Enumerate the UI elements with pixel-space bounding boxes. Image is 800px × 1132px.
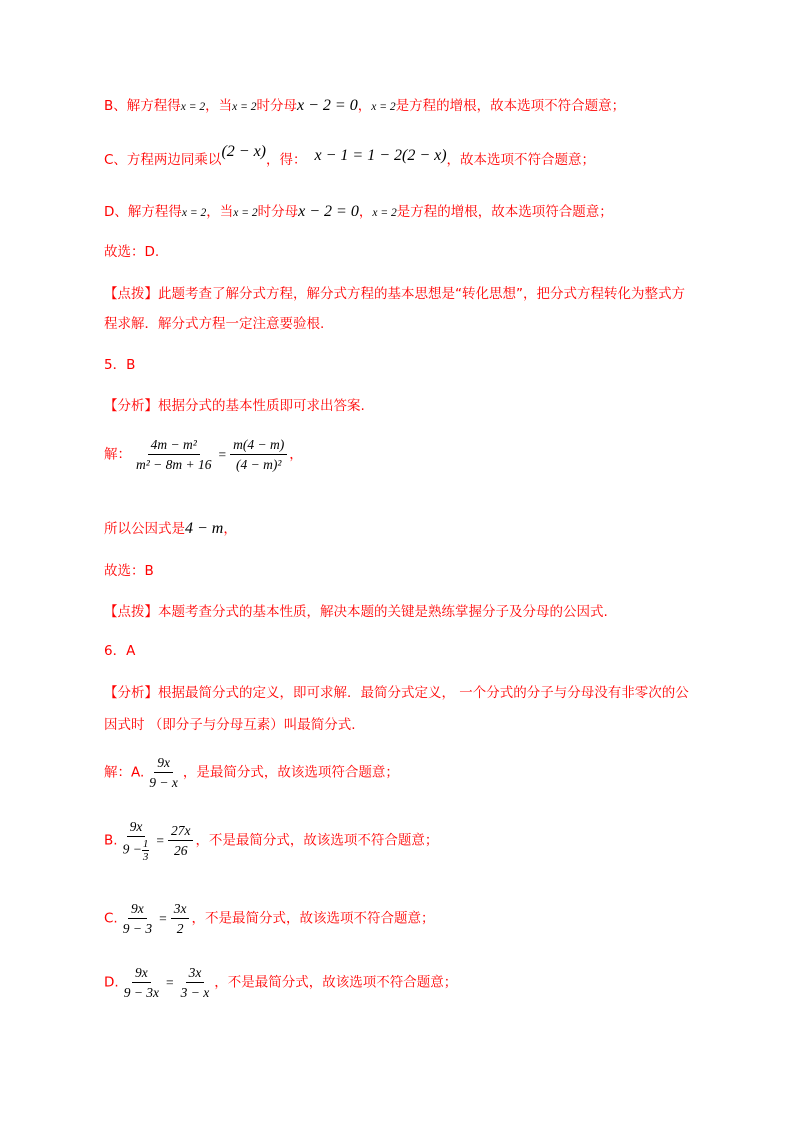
fraction bbox=[146, 754, 181, 791]
text-segment: ， bbox=[358, 204, 373, 220]
solution-b-label: B. bbox=[104, 832, 118, 849]
math-expr: x − 1 = 1 − 2(2 − x) bbox=[314, 147, 447, 164]
fraction-denominator: (4 − m)² bbox=[235, 457, 282, 472]
fraction-left bbox=[120, 900, 155, 937]
math-expr: x = 2 bbox=[233, 207, 258, 219]
fraction-denominator: 9 − x bbox=[149, 775, 178, 790]
text-segment: ，当 bbox=[205, 98, 233, 114]
text-segment: ，故本选项不符合题意； bbox=[446, 152, 596, 168]
fraction-numerator: 9x bbox=[132, 964, 151, 983]
math-expr: x = 2 bbox=[232, 101, 257, 113]
math-expr: x = 2 bbox=[372, 207, 397, 219]
option-d-line bbox=[104, 202, 613, 223]
option-c-label: C、方程两边同乘以 bbox=[104, 152, 222, 168]
small-numerator: 1 bbox=[142, 838, 149, 850]
text-segment: ， bbox=[357, 98, 372, 114]
solution-a-line bbox=[104, 754, 399, 791]
fraction-numerator: 4m − m² bbox=[148, 436, 200, 455]
math-expr: x = 2 bbox=[181, 207, 207, 219]
solution-c-line bbox=[104, 900, 434, 937]
text-segment: ，得： bbox=[266, 152, 307, 168]
analysis-6-line-1: 【分析】根据最简分式的定义，即可求解．最简分式定义， 一个分式的分子与分母没有非零次的公 bbox=[104, 685, 689, 701]
fraction-numerator: 9x bbox=[128, 900, 147, 919]
fraction-right bbox=[178, 964, 213, 1001]
option-c-line bbox=[104, 143, 596, 170]
solution-5-line bbox=[104, 436, 303, 473]
text-segment: ，是最简分式，故该选项符合题意； bbox=[182, 764, 399, 781]
math-expr: x = 2 bbox=[371, 101, 396, 113]
equals-sign: = bbox=[159, 910, 167, 926]
math-expr: (2 − x) bbox=[221, 143, 266, 160]
fraction-numerator: 9x bbox=[154, 754, 173, 773]
choose-line-5: 故选：B bbox=[104, 563, 154, 579]
tip-4-line-2: 程求解．解分式方程一定注意要验根. bbox=[104, 316, 325, 332]
equals-sign: = bbox=[218, 446, 227, 462]
fraction-right bbox=[168, 822, 194, 859]
text-segment: ， bbox=[223, 521, 237, 537]
option-b-label: B、解方程得 bbox=[104, 98, 181, 114]
fraction-numerator: 3x bbox=[171, 900, 190, 919]
fraction-denominator: 26 bbox=[173, 843, 188, 858]
fraction-right bbox=[230, 436, 287, 473]
text-segment: 时分母 bbox=[256, 98, 298, 114]
tip-5: 【点拨】本题考查分式的基本性质，解决本题的关键是熟练掌握分子及分母的公因式. bbox=[104, 604, 608, 620]
fraction-numerator: 9x bbox=[127, 818, 146, 837]
text-segment: ，不是最简分式，故该选项不符合题意； bbox=[191, 910, 435, 927]
solution-5-label: 解： bbox=[104, 446, 131, 463]
question-5-answer: 5．B bbox=[104, 357, 136, 373]
fraction-left bbox=[121, 964, 162, 1001]
fraction-right bbox=[171, 900, 190, 937]
text-segment: ，不是最简分式，故该选项不符合题意； bbox=[195, 832, 439, 849]
small-fraction bbox=[142, 838, 150, 863]
equals-sign: = bbox=[166, 974, 174, 990]
text-segment: 是方程的增根，故本选项不符合题意； bbox=[395, 98, 626, 114]
solution-b-line bbox=[104, 818, 438, 863]
fraction-denominator: m² − 8m + 16 bbox=[136, 457, 212, 472]
math-expr: x − 2 = 0 bbox=[298, 203, 359, 220]
text-segment: 所以公因式是 bbox=[104, 521, 185, 537]
question-6-answer: 6．A bbox=[104, 643, 136, 659]
solution-d-line bbox=[104, 964, 457, 1001]
denominator-part: 9 − bbox=[122, 841, 142, 857]
text-segment: ，当 bbox=[206, 204, 234, 220]
fraction-numerator: 3x bbox=[186, 964, 205, 983]
small-denominator: 3 bbox=[142, 851, 149, 863]
analysis-6-line-2: 因式时 （即分子与分母互素）叫最简分式. bbox=[104, 717, 356, 733]
equals-sign: = bbox=[156, 832, 164, 848]
fraction-left bbox=[133, 436, 215, 473]
choose-line-4: 故选：D. bbox=[104, 244, 160, 260]
text-segment: 时分母 bbox=[257, 204, 299, 220]
analysis-5: 【分析】根据分式的基本性质即可求出答案. bbox=[104, 398, 365, 414]
common-factor-line bbox=[104, 519, 237, 539]
fraction-denominator: 9 − 3 bbox=[122, 921, 153, 936]
text-segment: ，不是最简分式，故该选项不符合题意； bbox=[214, 974, 458, 991]
fraction-left bbox=[120, 818, 153, 863]
tip-4-line-1: 【点拨】此题考查了解分式方程，解分式方程的基本思想是“转化思想”，把分式方程转化为整式方 bbox=[104, 286, 685, 302]
math-expr: x = 2 bbox=[180, 101, 206, 113]
text-segment: 是方程的增根，故本选项符合题意； bbox=[396, 204, 613, 220]
fraction-denominator bbox=[120, 837, 153, 863]
option-b-line bbox=[104, 96, 625, 117]
solution-d-label: D. bbox=[104, 974, 119, 991]
math-expr: 4 − m bbox=[185, 520, 224, 537]
option-d-label: D、解方程得 bbox=[104, 204, 182, 220]
text-segment: ， bbox=[289, 446, 303, 463]
fraction-denominator: 9 − 3x bbox=[123, 985, 160, 1000]
math-expr: x − 2 = 0 bbox=[297, 97, 358, 114]
fraction-denominator: 3 − x bbox=[180, 985, 210, 1000]
fraction-numerator: m(4 − m) bbox=[230, 436, 287, 455]
solution-a-label: 解：A. bbox=[104, 764, 145, 781]
fraction-denominator: 2 bbox=[176, 921, 184, 936]
solution-c-label: C. bbox=[104, 910, 118, 927]
fraction-numerator: 27x bbox=[168, 822, 194, 841]
